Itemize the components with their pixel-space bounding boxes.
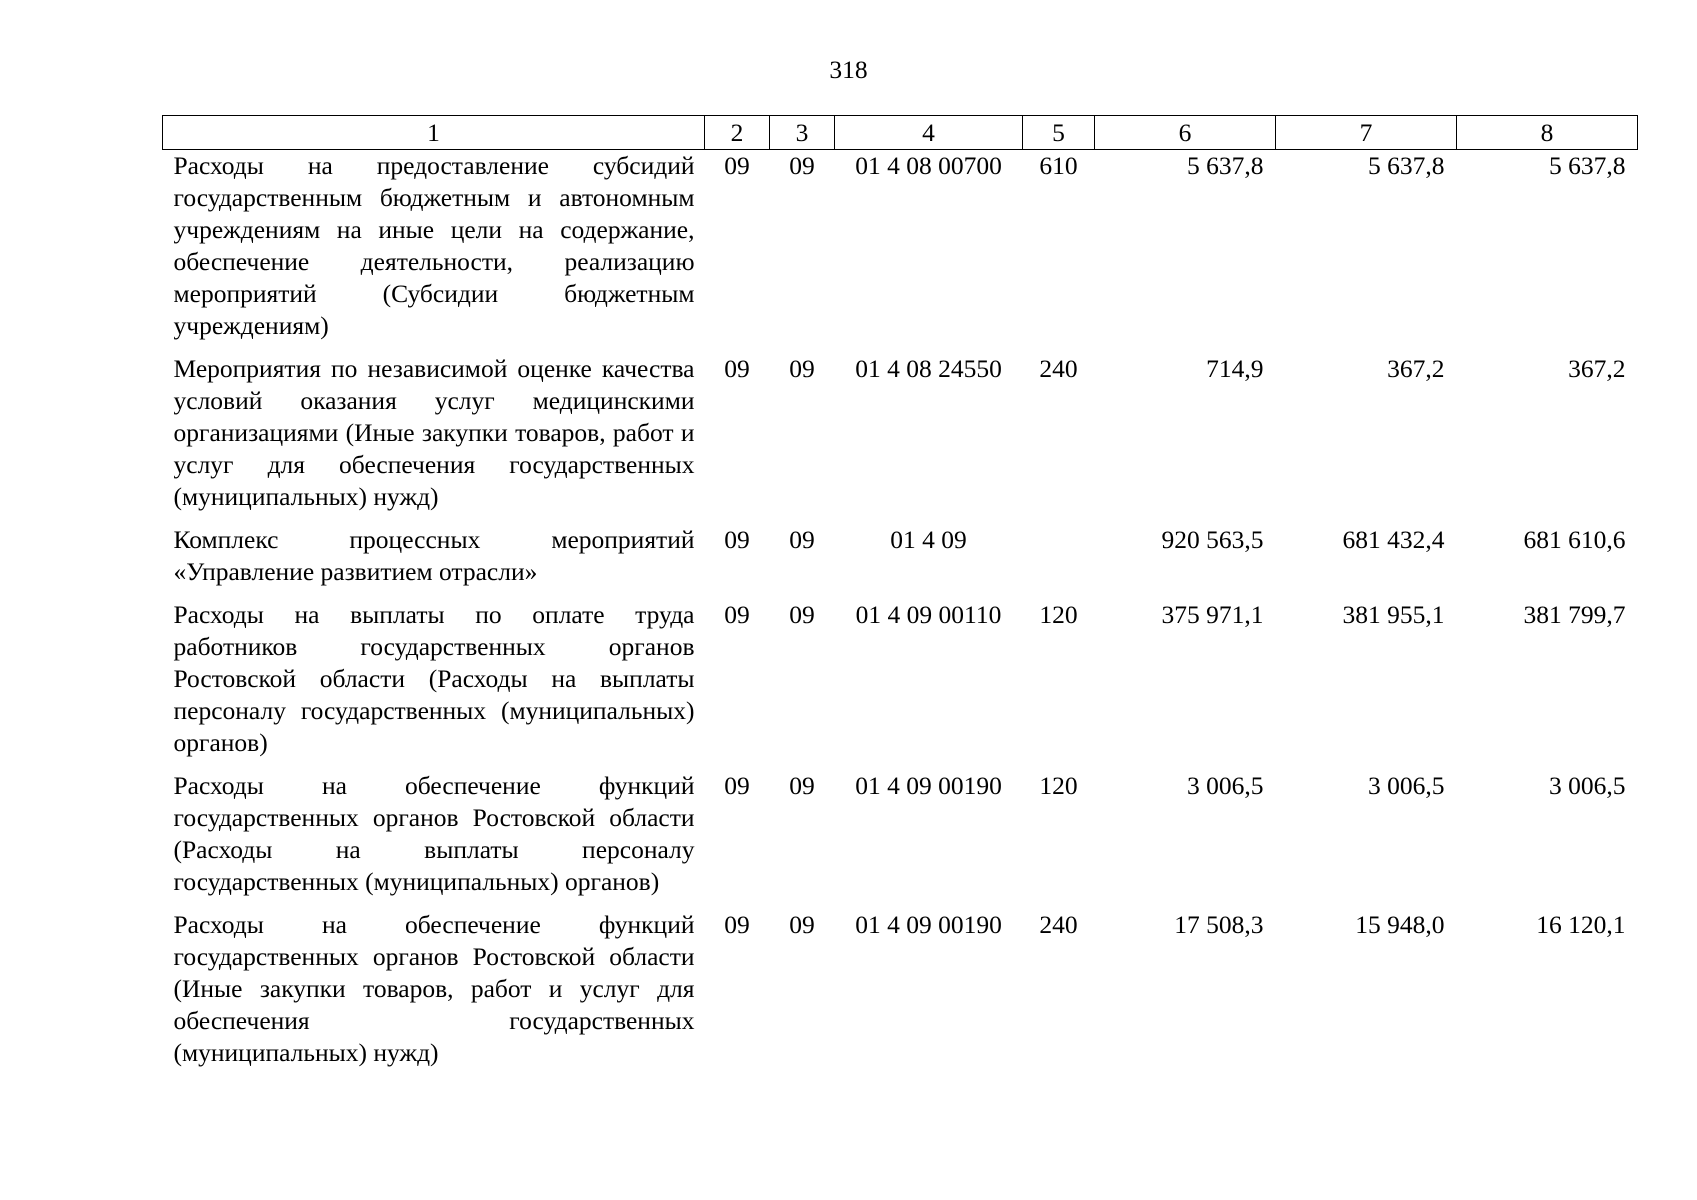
row-subsection: 09 [789,354,815,383]
row-amount-col6: 17 508,3 [1174,910,1264,939]
row-amount-col6: 714,9 [1206,354,1264,383]
row-target-article: 01 4 09 00110 [855,600,1002,629]
row-subsection: 09 [789,771,815,800]
row-amount-col7: 367,2 [1387,354,1445,383]
row-subsection: 09 [789,151,815,180]
row-expense-type [1023,524,1095,599]
row-amount-col8: 5 637,8 [1549,151,1626,180]
table-row [163,909,1638,1080]
row-name: Комплекс процессных мероприятий «Управление развитием отрасли» [173,525,695,586]
row-subsection: 09 [789,600,815,629]
row-expense-type: 240 [1039,354,1078,383]
row-section: 09 [724,151,750,180]
row-amount-col8: 3 006,5 [1549,771,1626,800]
row-section: 09 [724,910,750,939]
row-target-article: 01 4 08 00700 [855,151,1002,180]
row-amount-col7: 681 432,4 [1342,525,1445,554]
row-amount-col7: 15 948,0 [1355,910,1445,939]
table-row [163,150,1638,354]
budget-table [162,115,1638,1080]
header-col-5: 5 [1023,116,1095,150]
row-section: 09 [724,525,750,554]
header-col-2: 2 [705,116,770,150]
table-row [163,524,1638,599]
header-col-1: 1 [163,116,705,150]
header-col-6: 6 [1095,116,1276,150]
header-col-3: 3 [770,116,835,150]
header-col-4: 4 [835,116,1023,150]
row-name: Расходы на выплаты по оплате труда работников государственных органов Ростовской области (Расходы на выплаты персоналу государственных (муниципальных) органов) [173,600,695,757]
row-section: 09 [724,600,750,629]
table-header [163,116,1638,150]
row-expense-type: 120 [1039,600,1078,629]
row-target-article: 01 4 09 00190 [855,910,1002,939]
row-amount-col6: 375 971,1 [1161,600,1264,629]
row-amount-col6: 5 637,8 [1187,151,1264,180]
row-subsection: 09 [789,525,815,554]
row-target-article: 01 4 09 [890,525,967,554]
row-amount-col8: 367,2 [1568,354,1626,383]
header-row [163,116,1638,150]
row-section: 09 [724,771,750,800]
row-amount-col8: 16 120,1 [1536,910,1626,939]
header-col-8: 8 [1457,116,1638,150]
row-name: Мероприятия по независимой оценке качества условий оказания услуг медицинскими организациями (Иные закупки товаров, работ и услуг для обеспечения государственных (муниципальных) нужд) [173,354,695,511]
row-subsection: 09 [789,910,815,939]
row-amount-col8: 381 799,7 [1523,600,1626,629]
table-body [163,150,1638,1081]
row-amount-col6: 3 006,5 [1187,771,1264,800]
row-name: Расходы на предоставление субсидий государственным бюджетным и автономным учреждениям на иные цели на содержание, обеспечение деятельности, реализацию мероприятий (Субсидии бюджетным учреждениям) [173,151,695,340]
row-target-article: 01 4 08 24550 [855,354,1002,383]
header-col-7: 7 [1276,116,1457,150]
row-amount-col8: 681 610,6 [1523,525,1626,554]
page-number: 318 [829,55,868,84]
row-name: Расходы на обеспечение функций государственных органов Ростовской области (Иные закупки товаров, работ и услуг для обеспечения государственных (муниципальных) нужд) [173,910,695,1067]
row-amount-col7: 381 955,1 [1342,600,1445,629]
row-amount-col6: 920 563,5 [1161,525,1264,554]
table-row [163,599,1638,770]
table-row [163,770,1638,909]
row-expense-type: 610 [1039,151,1078,180]
table-row [163,353,1638,524]
row-amount-col7: 3 006,5 [1368,771,1445,800]
row-expense-type: 240 [1039,910,1078,939]
row-name: Расходы на обеспечение функций государственных органов Ростовской области (Расходы на выплаты персоналу государственных (муниципальных) органов) [173,771,695,896]
row-target-article: 01 4 09 00190 [855,771,1002,800]
row-expense-type: 120 [1039,771,1078,800]
row-amount-col7: 5 637,8 [1368,151,1445,180]
row-section: 09 [724,354,750,383]
